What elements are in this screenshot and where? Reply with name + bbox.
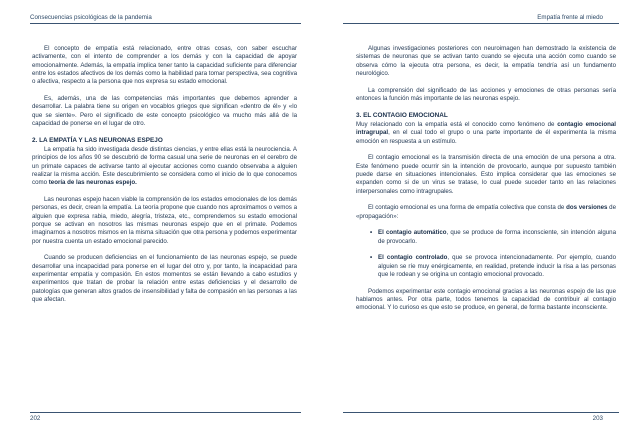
bold-term: El contagio controlado: [378, 254, 448, 262]
bold-term: dos versiones: [566, 204, 608, 212]
left-page: [0, 0, 315, 439]
page-number-right: 203: [592, 415, 603, 422]
header-rule-left: [30, 23, 301, 24]
paragraph: [32, 146, 297, 188]
paragraph-text: de «propagación»:: [356, 204, 617, 220]
section-heading: 3. EL CONTAGIO EMOCIONAL: [356, 111, 448, 119]
running-head-left: Consecuencias psicológicas de la pandemia: [30, 14, 152, 21]
paragraph-text: Muy relacionado con la empatía está el conocido como fenómeno de: [356, 121, 555, 128]
right-page-body: [356, 45, 616, 321]
right-page: [316, 0, 631, 439]
paragraph: [356, 121, 616, 146]
paragraph: Podemos experimentar este contagio emocional gracias a las neuronas espejo de las que hablamos antes. Por otra parte, todos tenemos la capacidad de contribuir al contagio emocional. Y lo curioso es que esto se produce, en general, de forma bastante inconsciente.: [356, 287, 616, 312]
section-heading: 2. LA EMPATÍA Y LAS NEURONAS ESPEJO: [32, 136, 163, 144]
running-head-right: Empatía frente al miedo: [537, 14, 603, 21]
header-rule-right: [343, 23, 619, 24]
footer-rule-right: [343, 412, 619, 413]
footer-rule-left: [30, 412, 301, 413]
list-item: [378, 254, 616, 279]
left-page-body: [32, 45, 297, 313]
paragraph: Cuando se producen deficiencias en el funcionamiento de las neuronas espejo, se puede desarrollar una incapacidad para ponerse en el lugar del otro y, por tanto, la incapacidad para experimentar empatía y compasión. En estos momentos se están llevando a cabo estudios y experimentos que tratan de probar la relación entre estas deficiencias y el desarrollo de patologías que generan altos grados de insensibilidad y falta de compasión en las personas a las que afectan.: [32, 254, 297, 304]
paragraph-text: La empatía ha sido investigada desde distintas ciencias, y entre ellas está la neurociencia. A principios de los años 90 se descubrió de forma casual una serie de neuronas en el cerebro de un primate capaces de activarse tanto al ejecutar acciones como cuando observaba a alguien realizar la misma acción. Este descubrimiento se considera como el inicio de lo que conocemos como: [32, 146, 297, 187]
list-item-text: , que se provoca intencionadamente. Por ejemplo, cuando alguien se ríe muy enérgicamente, en realidad, pretende inducir la risa a las personas que le rodean y se origina un contagio emocional provocado.: [378, 254, 616, 278]
bold-term: teoría de las neuronas espejo.: [48, 179, 137, 187]
paragraph: El contagio emocional es la transmisión directa de una emoción de una persona a otra. Este fenómeno puede ocurrir sin la intención de provocarlo, aunque por supuesto también puede darse en situaciones intencionales. Esto implica considerar que las emociones se expanden como si de un virus se tratase, lo cual puede suceder tanto en las relaciones interpersonales como intragrupales.: [356, 154, 616, 195]
paragraph: La comprensión del significado de las acciones y emociones de otras personas sería entonces la función más importante de las neuronas espejo.: [356, 86, 616, 103]
paragraph-text: , en el cual todo el grupo o una parte importante de él experimenta la misma emoción en respuesta a un estímulo.: [356, 129, 616, 145]
list-item-text: , que se produce de forma inconsciente, sin intención alguna de provocarlo.: [378, 229, 616, 245]
page-number-left: 202: [30, 415, 41, 422]
bold-term: El contagio automático: [378, 229, 447, 237]
paragraph-text: El contagio emocional es una forma de empatía colectiva que consta de: [368, 204, 565, 212]
paragraph: Algunas investigaciones posteriores con neuroimagen han demostrado la existencia de sistemas de neuronas que se activan tanto cuando se ejecuta una acción como cuando se observa cómo la ejecuta otra persona, es decir, la empatía tendría así un fundamento neurológico.: [356, 45, 616, 78]
bullet-list: [356, 229, 616, 279]
paragraph: [356, 204, 616, 221]
bold-term: contagio emocional intragrupal: [356, 121, 616, 137]
paragraph: Las neuronas espejo hacen viable la comprensión de los estados emocionales de los demás personas, es decir, crean la empatía. La teoría propone que cuando nos aproximamos o vemos a alguien que expresa rabia, miedo, alegría, tristeza, etc., comprendemos su estado emocional porque se activan en nosotros las mismas neuronas espejo que en el primate. Podemos imaginarnos a nosotros mismos en la misma situación que otra persona y podemos experimentar por nuestra cuenta un estado emocional parecido.: [32, 196, 297, 245]
paragraph: El concepto de empatía está relacionado, entre otras cosas, con saber escuchar activamente, con el intento de comprender a los demás y con la capacidad de apoyar emocionalmente. Además, la empatía implica tener tanto la capacidad suficiente para diferenciar entre los estados afectivos de los demás como la habilidad para tomar perspectiva, sea cognitiva o afectiva, respecto a la persona que nos expresa su estado emocional.: [32, 45, 297, 86]
paragraph: Es, además, una de las competencias más importantes que debemos aprender a desarrollar. La palabra tiene su origen en vocablos griegos que significan «dentro de él» y «lo que se siente». Pero el significado de este concepto psicológico va mucho más allá de la capacidad de ponerse en el lugar de otro.: [32, 95, 297, 128]
list-item: [378, 229, 616, 246]
